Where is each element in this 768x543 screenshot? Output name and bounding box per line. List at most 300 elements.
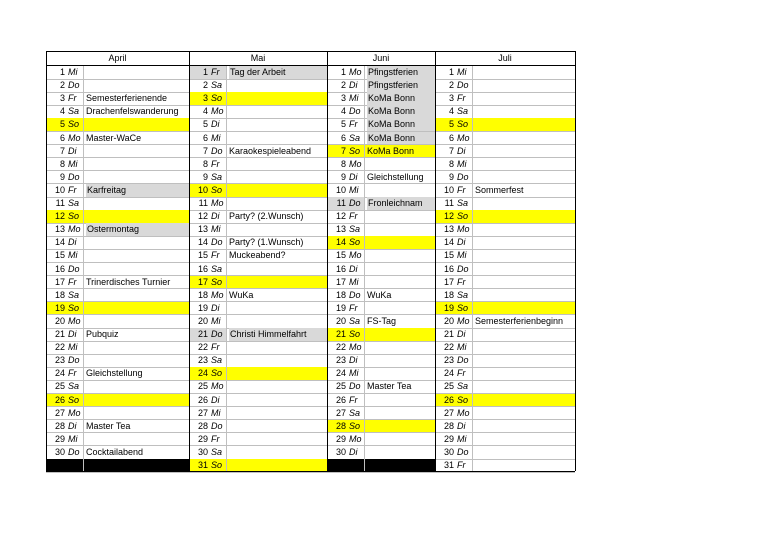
- day-row: [46, 118, 189, 131]
- day-row: [327, 197, 435, 210]
- weekday: Fr: [349, 211, 358, 222]
- event-text: Pubquiz: [86, 329, 119, 339]
- day-row: [435, 263, 575, 276]
- weekday: Mi: [457, 158, 467, 169]
- day-row: [435, 79, 575, 92]
- day-row: [46, 446, 189, 459]
- weekday: Mi: [457, 250, 467, 261]
- day-row: [46, 367, 189, 380]
- weekday: Mi: [211, 407, 221, 418]
- day-row: [435, 341, 575, 354]
- day-number: 30: [443, 446, 454, 457]
- day-number: 16: [54, 263, 65, 274]
- weekday: So: [211, 276, 223, 287]
- day-number: 14: [335, 237, 346, 248]
- day-row: [327, 171, 435, 184]
- day-row: [327, 92, 435, 105]
- day-row: [46, 459, 189, 472]
- day-row: [327, 354, 435, 367]
- day-row: [189, 354, 327, 367]
- event-text: KoMa Bonn: [367, 105, 435, 118]
- day-row: [189, 79, 327, 92]
- event-text: Pfingstferien: [367, 79, 435, 92]
- weekday: So: [211, 368, 223, 379]
- day-row: [189, 289, 327, 302]
- day-row: [189, 197, 327, 210]
- day-number: 20: [335, 315, 346, 326]
- event-text: Master Tea: [86, 420, 131, 431]
- day-rows: [46, 66, 189, 472]
- day-row: [189, 420, 327, 433]
- day-row: [327, 118, 435, 131]
- day-number: 5: [202, 119, 208, 130]
- weekday: So: [68, 394, 80, 405]
- day-number: 18: [54, 289, 65, 300]
- day-row: [189, 276, 327, 289]
- day-row: [189, 184, 327, 197]
- weekday: Mo: [349, 342, 362, 353]
- day-row: [46, 420, 189, 433]
- day-number: 5: [340, 119, 346, 130]
- column-divider: [226, 66, 227, 472]
- day-number: 25: [197, 381, 208, 392]
- weekday: Mo: [211, 381, 224, 392]
- day-number: 28: [54, 420, 65, 431]
- column-divider: [364, 66, 365, 472]
- weekday: Mi: [349, 368, 359, 379]
- weekday: Sa: [349, 407, 361, 418]
- day-row: [189, 171, 327, 184]
- day-number: 15: [335, 250, 346, 261]
- day-row: [189, 302, 327, 315]
- day-number: 14: [197, 237, 208, 248]
- day-number: 20: [197, 315, 208, 326]
- month-header: April: [46, 51, 189, 66]
- day-number: 4: [340, 106, 346, 117]
- day-row: [327, 66, 435, 79]
- day-number: 22: [197, 342, 208, 353]
- event-text: WuKa: [229, 289, 254, 300]
- day-row: [46, 184, 189, 197]
- day-row: [46, 315, 189, 328]
- day-row: [327, 263, 435, 276]
- weekday: Fr: [349, 302, 358, 313]
- day-number: 18: [197, 289, 208, 300]
- event-text: KoMa Bonn: [367, 118, 435, 131]
- day-number: 23: [335, 355, 346, 366]
- day-number: 25: [335, 381, 346, 392]
- day-number: 3: [340, 93, 346, 104]
- weekday: Mi: [68, 250, 78, 261]
- weekday: Mo: [68, 407, 81, 418]
- day-row: [435, 118, 575, 131]
- weekday: Fr: [68, 276, 77, 287]
- day-number: 7: [448, 145, 454, 156]
- weekday: Mi: [211, 132, 221, 143]
- weekday: Sa: [211, 171, 223, 182]
- day-row: [189, 236, 327, 249]
- day-row: [46, 158, 189, 171]
- day-row: [46, 380, 189, 393]
- event-text: KoMa Bonn: [367, 132, 435, 145]
- weekday: So: [349, 237, 361, 248]
- weekday: Fr: [349, 119, 358, 130]
- day-row: [189, 315, 327, 328]
- day-row: [435, 197, 575, 210]
- day-number: 23: [443, 355, 454, 366]
- day-row: [189, 158, 327, 171]
- day-number: 26: [197, 394, 208, 405]
- day-row: [189, 263, 327, 276]
- event-text: KoMa Bonn: [367, 92, 435, 105]
- day-row: [189, 328, 327, 341]
- day-row: [435, 407, 575, 420]
- day-number: 16: [197, 263, 208, 274]
- day-row: [327, 79, 435, 92]
- day-row: [327, 145, 435, 158]
- day-row: [327, 328, 435, 341]
- day-row: [46, 263, 189, 276]
- day-number: 19: [197, 302, 208, 313]
- event-text: Drachenfelswanderung: [86, 106, 179, 117]
- day-number: 1: [448, 67, 454, 77]
- weekday: Sa: [349, 315, 361, 326]
- day-number: 3: [448, 93, 454, 104]
- weekday: Di: [349, 355, 358, 366]
- day-number: 4: [448, 106, 454, 117]
- day-number: 24: [443, 368, 454, 379]
- day-number: 28: [197, 420, 208, 431]
- column-divider: [83, 66, 84, 472]
- day-number: 1: [340, 67, 346, 77]
- day-row: [435, 66, 575, 79]
- day-number: 3: [202, 93, 208, 104]
- weekday: Do: [457, 171, 469, 182]
- month-column-mai: [189, 51, 327, 472]
- day-number: 10: [443, 184, 454, 195]
- day-row: [46, 394, 189, 407]
- day-row: [327, 420, 435, 433]
- day-row: [46, 236, 189, 249]
- event-text: Semesterferienbeginn: [475, 315, 564, 326]
- weekday: Di: [349, 263, 358, 274]
- weekday: Do: [211, 329, 223, 339]
- weekday: So: [349, 420, 361, 431]
- day-row: [327, 289, 435, 302]
- day-row: [46, 433, 189, 446]
- weekday: Mo: [68, 132, 81, 143]
- weekday: So: [457, 211, 469, 222]
- event-text: Karfreitag: [86, 184, 189, 197]
- day-number: 19: [443, 302, 454, 313]
- day-row: [46, 354, 189, 367]
- event-text: Sommerfest: [475, 184, 524, 195]
- weekday: Mi: [349, 276, 359, 287]
- day-number: 10: [197, 184, 208, 195]
- day-number: 27: [443, 407, 454, 418]
- day-row: [435, 236, 575, 249]
- weekday: Sa: [68, 289, 80, 300]
- weekday: Di: [68, 145, 77, 156]
- day-number: 16: [335, 263, 346, 274]
- day-number: 12: [335, 211, 346, 222]
- weekday: Sa: [211, 263, 223, 274]
- day-number: 8: [202, 158, 208, 169]
- weekday: Sa: [68, 106, 80, 117]
- day-number: 22: [54, 342, 65, 353]
- weekday: Do: [349, 106, 361, 117]
- day-row: [189, 380, 327, 393]
- weekday: Di: [457, 420, 466, 431]
- weekday: Di: [211, 119, 220, 130]
- weekday: Mi: [457, 67, 467, 77]
- event-text: Party? (2.Wunsch): [229, 211, 304, 222]
- day-row: [327, 223, 435, 236]
- weekday: So: [457, 394, 469, 405]
- day-row: [435, 302, 575, 315]
- weekday: Mi: [68, 433, 78, 444]
- day-row: [435, 145, 575, 158]
- weekday: Sa: [211, 80, 223, 91]
- day-number: 12: [443, 211, 454, 222]
- day-row: [46, 249, 189, 262]
- day-number: 21: [443, 329, 454, 339]
- weekday: Fr: [211, 250, 220, 261]
- event-text: WuKa: [367, 289, 392, 300]
- weekday: So: [349, 329, 361, 339]
- day-number: 13: [197, 224, 208, 235]
- day-row: [327, 367, 435, 380]
- weekday: Fr: [349, 394, 358, 405]
- day-number: 4: [59, 106, 65, 117]
- day-number: 8: [59, 158, 65, 169]
- day-row: [435, 315, 575, 328]
- weekday: Di: [211, 302, 220, 313]
- weekday: Mo: [68, 224, 81, 235]
- event-text: Tag der Arbeit: [229, 66, 327, 79]
- event-text: Fronleichnam: [367, 197, 435, 210]
- weekday: So: [349, 145, 361, 156]
- day-row: [435, 289, 575, 302]
- day-number: 25: [443, 381, 454, 392]
- event-text: Christi Himmelfahrt: [229, 328, 327, 341]
- weekday: So: [457, 119, 469, 130]
- weekday: Do: [349, 289, 361, 300]
- day-row: [327, 105, 435, 118]
- table-bottom-border: [46, 471, 575, 472]
- day-row: [327, 184, 435, 197]
- day-number: 17: [197, 276, 208, 287]
- day-number: 23: [54, 355, 65, 366]
- day-number: 9: [202, 171, 208, 182]
- weekday: Fr: [211, 158, 220, 169]
- day-number: 2: [340, 80, 346, 91]
- day-number: 12: [54, 211, 65, 222]
- day-row: [189, 210, 327, 223]
- weekday: So: [68, 211, 80, 222]
- weekday: Do: [211, 237, 223, 248]
- day-number: 18: [443, 289, 454, 300]
- day-number: 15: [197, 250, 208, 261]
- day-number: 31: [443, 460, 454, 470]
- day-row: [327, 276, 435, 289]
- month-border: [327, 51, 328, 471]
- weekday: Mi: [68, 67, 78, 77]
- month-header: Mai: [189, 51, 327, 66]
- day-number: 24: [197, 368, 208, 379]
- weekday: Do: [68, 355, 80, 366]
- weekday: So: [457, 302, 469, 313]
- day-number: 20: [54, 315, 65, 326]
- event-text: Semesterferienende: [86, 93, 168, 104]
- day-row: [435, 223, 575, 236]
- weekday: Mo: [349, 433, 362, 444]
- weekday: Mo: [68, 315, 81, 326]
- weekday: Sa: [457, 381, 469, 392]
- weekday: Di: [349, 80, 358, 91]
- day-number: 31: [197, 460, 208, 470]
- day-rows: [327, 66, 435, 472]
- day-number: 14: [54, 237, 65, 248]
- weekday: Do: [457, 263, 469, 274]
- day-number: 6: [202, 132, 208, 143]
- day-row: [327, 459, 435, 472]
- weekday: Sa: [68, 381, 80, 392]
- day-row: [435, 328, 575, 341]
- day-number: 17: [54, 276, 65, 287]
- day-row: [189, 446, 327, 459]
- day-row: [189, 145, 327, 158]
- day-number: 19: [54, 302, 65, 313]
- day-number: 1: [59, 67, 65, 77]
- day-number: 30: [335, 446, 346, 457]
- weekday: Fr: [457, 93, 466, 104]
- day-number: 10: [54, 184, 65, 195]
- day-number: 7: [59, 145, 65, 156]
- weekday: Do: [211, 420, 223, 431]
- day-number: 29: [197, 433, 208, 444]
- day-row: [327, 446, 435, 459]
- day-number: 11: [55, 198, 65, 208]
- day-number: 28: [335, 420, 346, 431]
- day-row: [435, 105, 575, 118]
- weekday: Di: [457, 329, 466, 339]
- weekday: Do: [68, 80, 80, 91]
- day-number: 4: [202, 106, 208, 117]
- weekday: Mo: [349, 250, 362, 261]
- day-number: 29: [443, 433, 454, 444]
- weekday: So: [211, 93, 223, 104]
- day-row: [435, 420, 575, 433]
- day-row: [435, 446, 575, 459]
- day-number: 14: [443, 237, 454, 248]
- day-number: 6: [340, 132, 346, 143]
- weekday: So: [211, 460, 223, 470]
- weekday: Mo: [211, 106, 224, 117]
- weekday: Do: [349, 198, 361, 208]
- month-header: Juli: [435, 51, 575, 66]
- weekday: Mo: [211, 198, 224, 208]
- event-text: Gleichstellung: [86, 368, 143, 379]
- event-text: Master-WaCe: [86, 132, 142, 143]
- day-row: [46, 328, 189, 341]
- day-row: [189, 66, 327, 79]
- weekday: Mi: [211, 224, 221, 235]
- weekday: Di: [457, 237, 466, 248]
- day-row: [46, 197, 189, 210]
- day-row: [435, 367, 575, 380]
- day-row: [46, 132, 189, 145]
- month-border: [189, 51, 190, 471]
- weekday: Mo: [349, 158, 362, 169]
- event-text: Trinerdisches Turnier: [86, 276, 171, 287]
- day-number: 29: [54, 433, 65, 444]
- day-row: [189, 105, 327, 118]
- day-number: 5: [59, 119, 65, 130]
- day-row: [46, 79, 189, 92]
- day-number: 27: [197, 407, 208, 418]
- day-row: [435, 158, 575, 171]
- weekday: Di: [68, 329, 77, 339]
- day-number: 26: [335, 394, 346, 405]
- weekday: Mi: [349, 184, 359, 195]
- event-text: Karaokespieleabend: [229, 145, 312, 156]
- day-row: [327, 302, 435, 315]
- day-number: 18: [335, 289, 346, 300]
- weekday: Mo: [457, 315, 470, 326]
- weekday: Di: [349, 171, 358, 182]
- day-number: 12: [197, 211, 208, 222]
- day-row: [327, 132, 435, 145]
- day-number: 24: [54, 368, 65, 379]
- day-number: 23: [197, 355, 208, 366]
- day-row: [189, 92, 327, 105]
- weekday: Fr: [457, 368, 466, 379]
- day-row: [46, 66, 189, 79]
- day-number: 2: [59, 80, 65, 91]
- day-number: 25: [54, 381, 65, 392]
- weekday: Do: [68, 446, 80, 457]
- day-row: [46, 302, 189, 315]
- day-number: 26: [54, 394, 65, 405]
- weekday: Do: [457, 355, 469, 366]
- event-text: Master Tea: [367, 381, 412, 392]
- day-number: 15: [54, 250, 65, 261]
- day-number: 22: [443, 342, 454, 353]
- day-number: 9: [448, 171, 454, 182]
- weekday: Sa: [349, 132, 361, 143]
- day-row: [189, 407, 327, 420]
- weekday: Mo: [211, 289, 224, 300]
- weekday: Mo: [349, 67, 362, 77]
- day-row: [46, 276, 189, 289]
- day-row: [327, 407, 435, 420]
- day-number: 10: [335, 184, 346, 195]
- day-number: 21: [197, 329, 208, 339]
- weekday: Fr: [68, 184, 77, 195]
- day-number: 26: [443, 394, 454, 405]
- month-column-april: [46, 51, 189, 472]
- weekday: Do: [68, 263, 80, 274]
- day-number: 27: [335, 407, 346, 418]
- day-number: 27: [54, 407, 65, 418]
- day-row: [189, 223, 327, 236]
- day-number: 8: [448, 158, 454, 169]
- day-row: [435, 276, 575, 289]
- day-number: 16: [443, 263, 454, 274]
- day-row: [189, 132, 327, 145]
- weekday: Do: [349, 381, 361, 392]
